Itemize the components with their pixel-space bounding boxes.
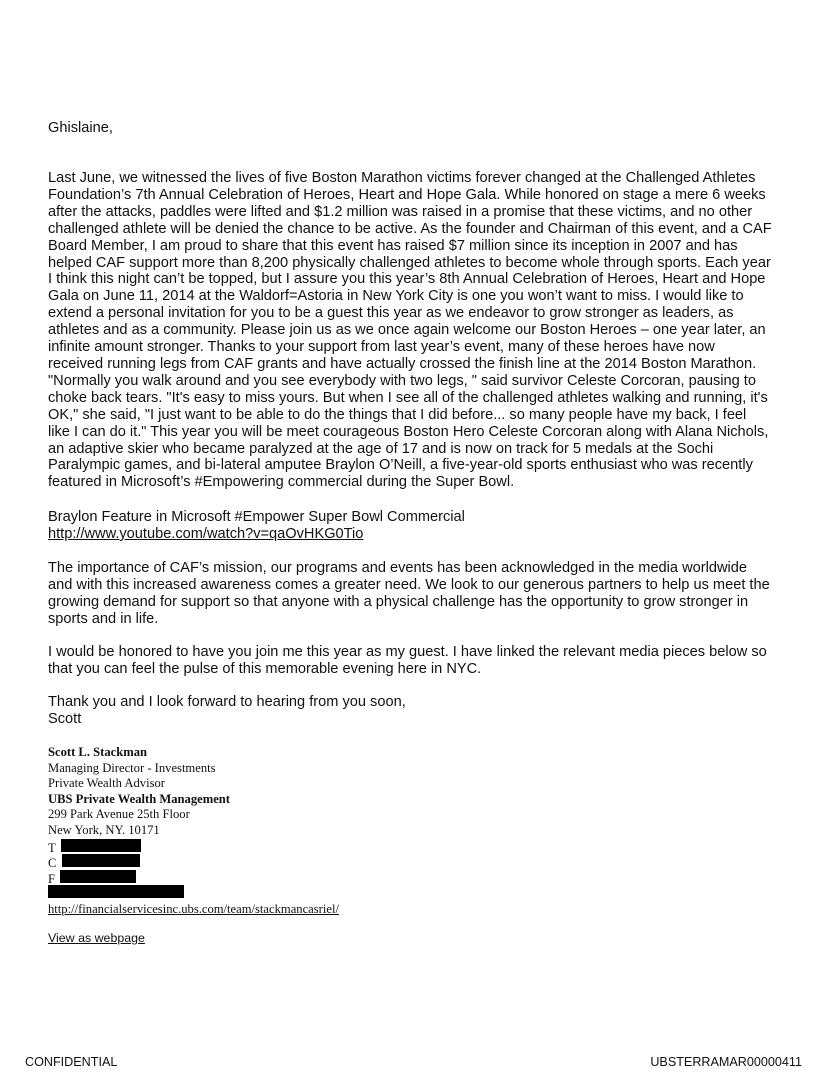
redaction-bar: [60, 870, 136, 883]
signature-address-1: 299 Park Avenue 25th Floor: [48, 807, 190, 822]
redaction-bar: [61, 839, 141, 852]
phone-c-row: [48, 854, 776, 870]
view-as-webpage-link[interactable]: View as webpage: [48, 931, 145, 945]
redaction-bar: [62, 854, 140, 867]
phone-f-label: F: [48, 871, 56, 886]
closing-line: Thank you and I look forward to hearing from you soon,: [48, 694, 406, 710]
bates-number: UBSTERRAMAR00000411: [650, 1055, 802, 1069]
feature-section: [48, 509, 776, 543]
signature-role: Private Wealth Advisor: [48, 776, 165, 791]
greeting: Ghislaine,: [48, 120, 113, 136]
redaction-bar: [48, 885, 184, 898]
signature-company: UBS Private Wealth Management: [48, 791, 231, 806]
youtube-link[interactable]: http://www.youtube.com/watch?v=qaOvHKG0Tio: [48, 525, 364, 542]
body-paragraph-2: The importance of CAF’s mission, our programs and events has been acknowledged in the media worldwide and with this increased awareness comes a greater need. We look to our generous partners to help us meet the growing demand for support so that anyone with a physical challenge has the opportunity to grow stronger in sports and in life.: [48, 560, 770, 627]
email-signature: [48, 745, 776, 918]
feature-title: Braylon Feature in Microsoft #Empower Super Bowl Commercial: [48, 509, 465, 525]
email-redaction-row: [48, 885, 776, 901]
closing-name: Scott: [48, 710, 82, 727]
body-paragraph-3: I would be honored to have you join me this year as my guest. I have linked the relevant media pieces below so that you can feel the pulse of this memorable evening here in NYC.: [48, 644, 767, 677]
closing: [48, 694, 776, 728]
signature-address-2: New York, NY. 10171: [48, 822, 160, 837]
body-paragraph-1: Last June, we witnessed the lives of five Boston Marathon victims forever changed at the Challenged Athletes Foundation’s 7th Annual Celebration of Heroes, Heart and Hope Gala. While honored on stage a mere 6 weeks after the attacks, paddles were lifted and $1.2 million was raised in a promise that these victims, and no other challenged athlete will be denied the chance to be active. As the founder and Chairman of this event, and a CAF Board Member, I am proud to share that this event has raised $7 million since its inception in 2007 and has helped CAF support more than 8,200 physically challenged athletes to become whole through sports. Each year I think this night can’t be topped, but I assure you this year’s 8th Annual Celebration of Heroes, Heart and Hope Gala on June 11, 2014 at the Waldorf=Astoria in New York City is one you won’t want to miss. I would like to extend a personal invitation for you to be a guest this year as we endeavor to grow stronger as leaders, as athletes and as a community. Please join us as we once again welcome our Boston Heroes – one year later, an infinite amount stronger. Thanks to your support from last year’s event, many of these heroes have now received running legs from CAF grants and have actually crossed the finish line at the 2014 Boston Marathon. "Normally you walk around and you see everybody with two legs, " said survivor Celeste Corcoran, pausing to choke back tears. "It's easy to miss yours. But when I see all of the challenged athletes walking and running, it's OK," she said, "I just want to be able to do the things that I did before... so many people have my back, I feel like I can do it." This year you will be meet courageous Boston Hero Celeste Corcoran along with Alana Nichols, an adaptive skier who became paralyzed at the age of 17 and is now on track for 5 medals at the Sochi Paralympic games, and bi-lateral amputee Braylon O’Neill, a five-year-old sports enthusiast who was recently featured in Microsoft’s #Empowering commercial during the Super Bowl.: [48, 170, 772, 491]
signature-name: Scott L. Stackman: [48, 745, 148, 759]
signature-title: Managing Director - Investments: [48, 760, 216, 775]
phone-c-label: C: [48, 856, 57, 871]
website-link[interactable]: http://financialservicesinc.ubs.com/team/stackmancasriel/: [48, 901, 339, 916]
phone-t-label: T: [48, 840, 56, 855]
phone-t-row: [48, 839, 776, 855]
confidential-label: CONFIDENTIAL: [25, 1055, 118, 1069]
phone-f-row: [48, 870, 776, 886]
